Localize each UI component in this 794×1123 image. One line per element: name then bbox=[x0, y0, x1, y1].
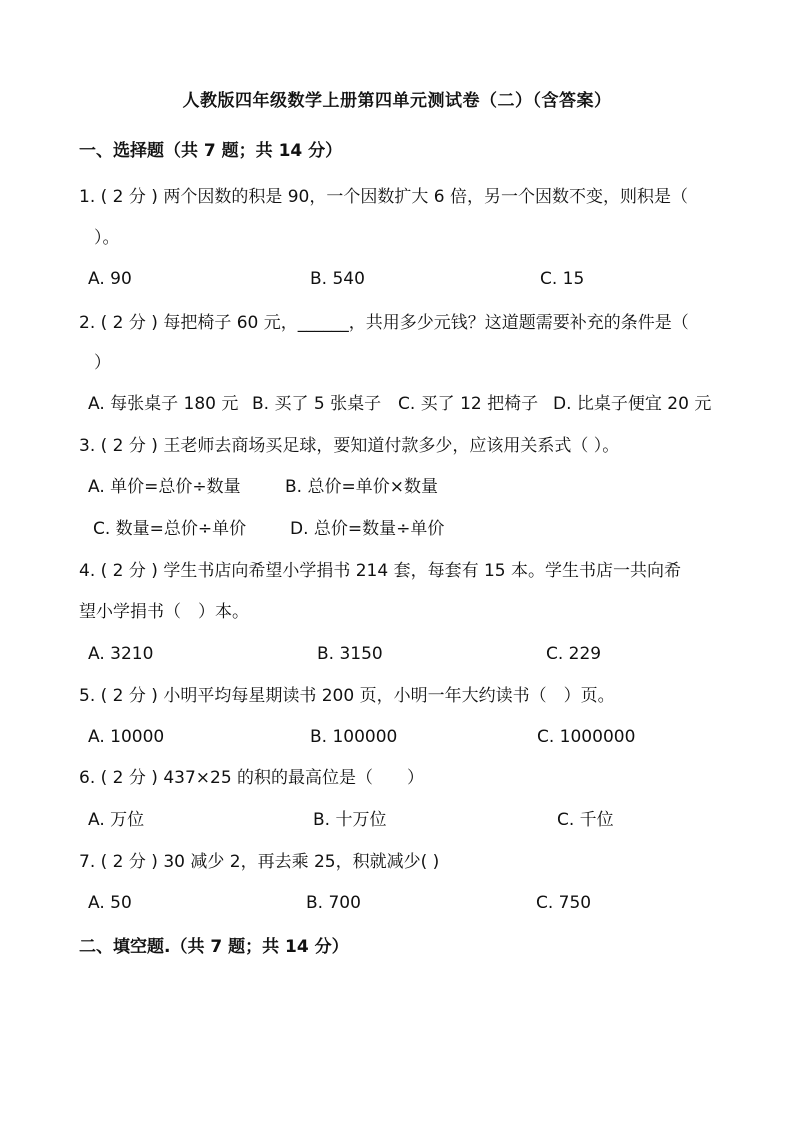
question-1-option-c[interactable]: C. 15 bbox=[540, 269, 585, 289]
question-2-option-b[interactable]: B. 买了 5 张桌子 bbox=[252, 394, 382, 414]
question-5-option-b[interactable]: B. 100000 bbox=[310, 727, 398, 747]
question-3-option-c[interactable]: C. 数量=总价÷单价 bbox=[93, 519, 247, 539]
question-6-option-b[interactable]: B. 十万位 bbox=[313, 810, 387, 830]
question-2-continuation: ） bbox=[94, 353, 111, 373]
question-1-option-b[interactable]: B. 540 bbox=[310, 269, 365, 289]
page-title: 人教版四年级数学上册第四单元测试卷（二）（含答案） bbox=[182, 91, 612, 111]
question-2-option-d[interactable]: D. 比桌子便宜 20 元 bbox=[553, 394, 712, 414]
question-4-continuation: 望小学捐书（ ）本。 bbox=[79, 602, 249, 622]
question-7-option-c[interactable]: C. 750 bbox=[536, 893, 592, 913]
question-4-option-c[interactable]: C. 229 bbox=[546, 644, 602, 664]
question-7-option-a[interactable]: A. 50 bbox=[88, 893, 132, 913]
question-2-option-a[interactable]: A. 每张桌子 180 元 bbox=[88, 394, 239, 414]
question-1-continuation: ）。 bbox=[94, 228, 120, 248]
question-1: 1. ( 2 分 ) 两个因数的积是 90，一个因数扩大 6 倍，另一个因数不变，则积是（ bbox=[79, 187, 688, 207]
question-3-option-b[interactable]: B. 总价=单价×数量 bbox=[285, 477, 438, 497]
question-4: 4. ( 2 分 ) 学生书店向希望小学捐书 214 套，每套有 15 本。学生书店一共向希 bbox=[79, 561, 682, 581]
question-3: 3. ( 2 分 ) 王老师去商场买足球，要知道付款多少，应该用关系式（ ）。 bbox=[79, 436, 620, 456]
question-5-option-c[interactable]: C. 1000000 bbox=[537, 727, 636, 747]
question-2-option-c[interactable]: C. 买了 12 把椅子 bbox=[398, 394, 539, 414]
question-5-option-a[interactable]: A. 10000 bbox=[88, 727, 165, 747]
question-2: 2. ( 2 分 ) 每把椅子 60 元，______，共用多少元钱？这道题需要补充的条件是（ bbox=[79, 313, 689, 333]
question-3-option-d[interactable]: D. 总价=数量÷单价 bbox=[290, 519, 445, 539]
question-4-option-a[interactable]: A. 3210 bbox=[88, 644, 154, 664]
section-heading-fill-in: 二、填空题.（共 7 题；共 14 分） bbox=[79, 937, 349, 957]
question-7-option-b[interactable]: B. 700 bbox=[306, 893, 361, 913]
question-4-option-b[interactable]: B. 3150 bbox=[317, 644, 383, 664]
question-6: 6. ( 2 分 ) 437×25 的积的最高位是（ ） bbox=[79, 768, 425, 788]
question-6-option-a[interactable]: A. 万位 bbox=[88, 810, 145, 830]
question-7: 7. ( 2 分 ) 30 减少 2，再去乘 25，积就减少( ) bbox=[79, 852, 440, 872]
question-3-option-a[interactable]: A. 单价=总价÷数量 bbox=[88, 477, 241, 497]
section-heading-choice: 一、选择题（共 7 题；共 14 分） bbox=[79, 141, 343, 161]
question-5: 5. ( 2 分 ) 小明平均每星期读书 200 页，小明一年大约读书（ ）页。 bbox=[79, 686, 615, 706]
question-1-option-a[interactable]: A. 90 bbox=[88, 269, 132, 289]
question-6-option-c[interactable]: C. 千位 bbox=[557, 810, 614, 830]
